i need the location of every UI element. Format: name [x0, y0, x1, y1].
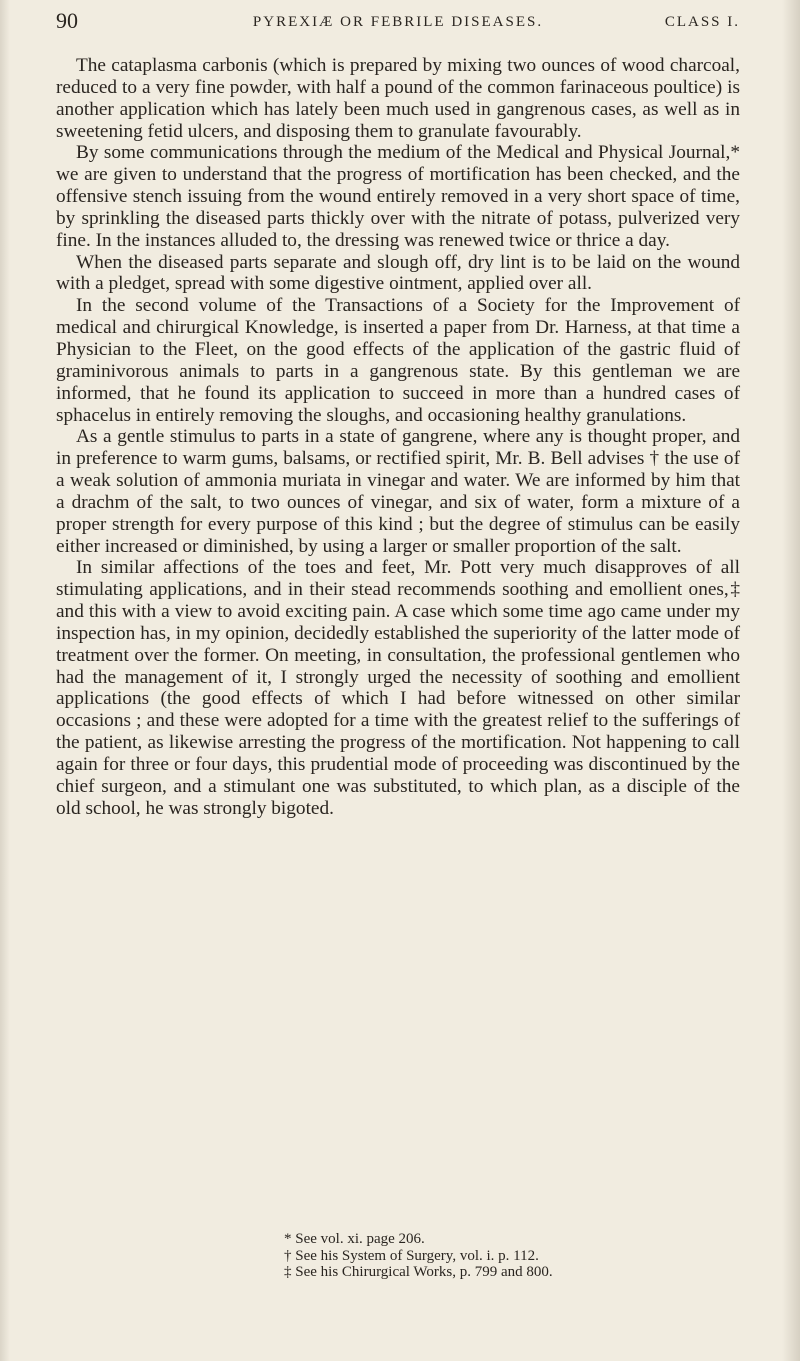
page-right-shadow	[782, 0, 800, 1361]
paragraph: The cataplasma carbonis (which is prepared by mixing two ounces of wood charcoal, reduced to a very fine powder, with half a pound of the common farinaceous poultice) is another application which has lately been much used in gangrenous cases, as well as in sweetening fetid ulcers, and disposing them to granulate favourably.	[56, 55, 740, 142]
running-title: PYREXIÆ OR FEBRILE DISEASES.	[252, 14, 544, 30]
paragraph: As a gentle stimulus to parts in a state of gangrene, where any is thought proper, and in preference to warm gums, balsams, or rectified spirit, Mr. B. Bell advises † the use of a weak solution of ammonia muriata in vinegar and water. We are informed by him that a drachm of the salt, to two ounces of vinegar, and six of water, form a mixture of a proper strength for every purpose of this kind ; but the degree of stimulus can be easily either increased or diminished, by using a larger or smaller proportion of the salt.	[56, 426, 740, 557]
page-left-shadow	[0, 0, 10, 1361]
running-header	[56, 8, 740, 36]
class-label: CLASS I.	[664, 14, 740, 30]
paragraph: In the second volume of the Transactions of a Society for the Improvement of medical and chirurgical Knowledge, is inserted a paper from Dr. Harness, at that time a Physician to the Fleet, on the good effects of the application of the gastric fluid of graminivorous animals to parts in a gangrenous state. By this gentleman we are informed, that he found its application to succeed in more than a hundred cases of sphacelus in entirely removing the sloughs, and occasioning healthy granulations.	[56, 295, 740, 426]
footnote: ‡ See his Chirurgical Works, p. 799 and 800.	[284, 1264, 553, 1280]
page-number: 90	[56, 8, 78, 33]
footnotes	[56, 1231, 740, 1281]
body-text	[56, 55, 740, 820]
paragraph: When the diseased parts separate and slough off, dry lint is to be laid on the wound with a pledget, spread with some digestive ointment, applied over all.	[56, 251, 740, 295]
paragraph: In similar affections of the toes and feet, Mr. Pott very much disapproves of all stimulating applications, and in their stead recommends soothing and emollient ones,‡ and this with a view to avoid exciting pain. A case which some time ago came under my inspection has, in my opinion, decidedly established the superiority of the latter mode of treatment over the former. On meeting, in consultation, the professional gentlemen who had the management of it, I strongly urged the necessity of soothing and emollient applications (the good effects of which I had before witnessed on other similar occasions ; and these were adopted for a time with the greatest relief to the sufferings of the patient, as likewise arresting the progress of the mortification. Not happening to call again for three or four days, this prudential mode of proceeding was discontinued by the chief surgeon, and a stimulant one was substituted, to which plan, as a disciple of the old school, he was strongly bigoted.	[56, 557, 740, 819]
footnote: * See vol. xi. page 206.	[284, 1231, 425, 1247]
footnote: † See his System of Surgery, vol. i. p. 112.	[284, 1247, 539, 1264]
paragraph: By some communications through the medium of the Medical and Physical Journal,* we are given to understand that the progress of mortification has been checked, and the offensive stench issuing from the wound entirely removed in a very short space of time, by sprinkling the diseased parts thickly over with the nitrate of potass, pulverized very fine. In the instances alluded to, the dressing was renewed twice or thrice a day.	[56, 142, 740, 251]
